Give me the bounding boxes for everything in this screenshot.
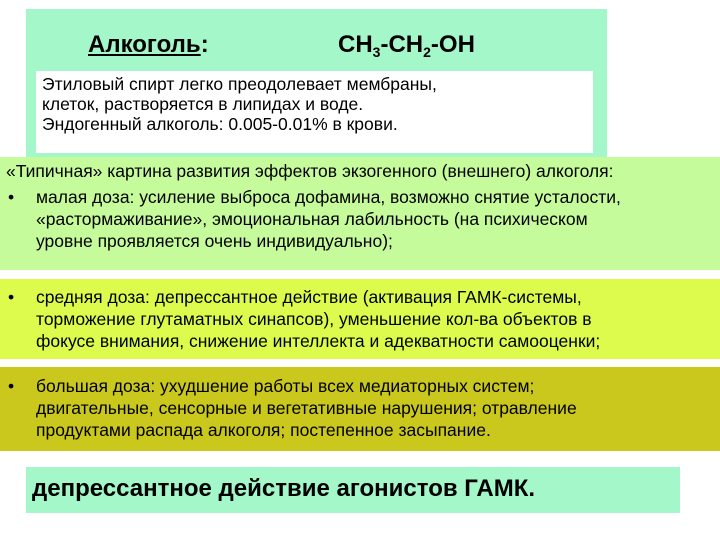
info-line: Эндогенный алкоголь: 0.005-0.01% в крови. [42, 114, 398, 134]
bullet-line: малая доза: усиление выброса дофамина, возможно снятие усталости, [36, 187, 621, 207]
formula-part: CH [338, 31, 373, 58]
title-word: Алкоголь [88, 31, 201, 58]
info-line: Этиловый спирт легко преодолевает мембраны, [42, 74, 437, 94]
title-colon: : [200, 31, 209, 58]
bullet-marker: • [8, 187, 15, 207]
bullet-line: средняя доза: депрессантное действие (активация ГАМК-системы, [36, 287, 582, 307]
section-medium-dose [0, 279, 720, 359]
title-panel [26, 9, 607, 163]
formula-subscript: 3 [372, 44, 381, 60]
bullet-text [36, 286, 720, 352]
bullet-marker: • [8, 376, 15, 396]
bullet-line: уровне проявляется очень индивидуально); [36, 231, 393, 251]
section-high-dose [0, 367, 720, 451]
bullet-line: большая доза: ухудшение работы всех медиаторных систем; [36, 376, 535, 396]
bullet-line: торможение глутаматных синапсов), уменьшение кол-ва объектов в [36, 309, 592, 329]
page-title [88, 30, 209, 60]
info-line: клеток, растворяется в липидах и воде. [42, 94, 364, 114]
bullet-text [36, 375, 720, 441]
bullet-line: продуктами распада алкоголя; постепенное засыпание. [36, 420, 491, 440]
formula-part: -OH [430, 31, 475, 58]
formula-part: -CH [380, 31, 424, 58]
bullet-line: «растормаживание», эмоциональная лабильность (на психическом [36, 209, 588, 229]
bullet-medium-dose [8, 286, 720, 352]
bullet-low-dose [8, 186, 720, 252]
bullet-marker: • [8, 287, 15, 307]
bullet-text [36, 186, 720, 252]
bullet-line: фокусе внимания, снижение интеллекта и адекватности самооценки; [36, 331, 601, 351]
bullet-line: двигательные, сенсорные и вегетативные нарушения; отравление [36, 398, 577, 418]
intro-heading: «Типичная» картина развития эффектов экзогенного (внешнего) алкоголя: [6, 161, 614, 181]
footer-statement: депрессантное действие агонистов ГАМК. [26, 467, 680, 513]
bullet-high-dose [8, 375, 720, 441]
formula-subscript: 2 [423, 44, 431, 60]
section-low-dose [0, 157, 720, 270]
chemical-formula [338, 30, 475, 67]
info-box [36, 71, 593, 153]
